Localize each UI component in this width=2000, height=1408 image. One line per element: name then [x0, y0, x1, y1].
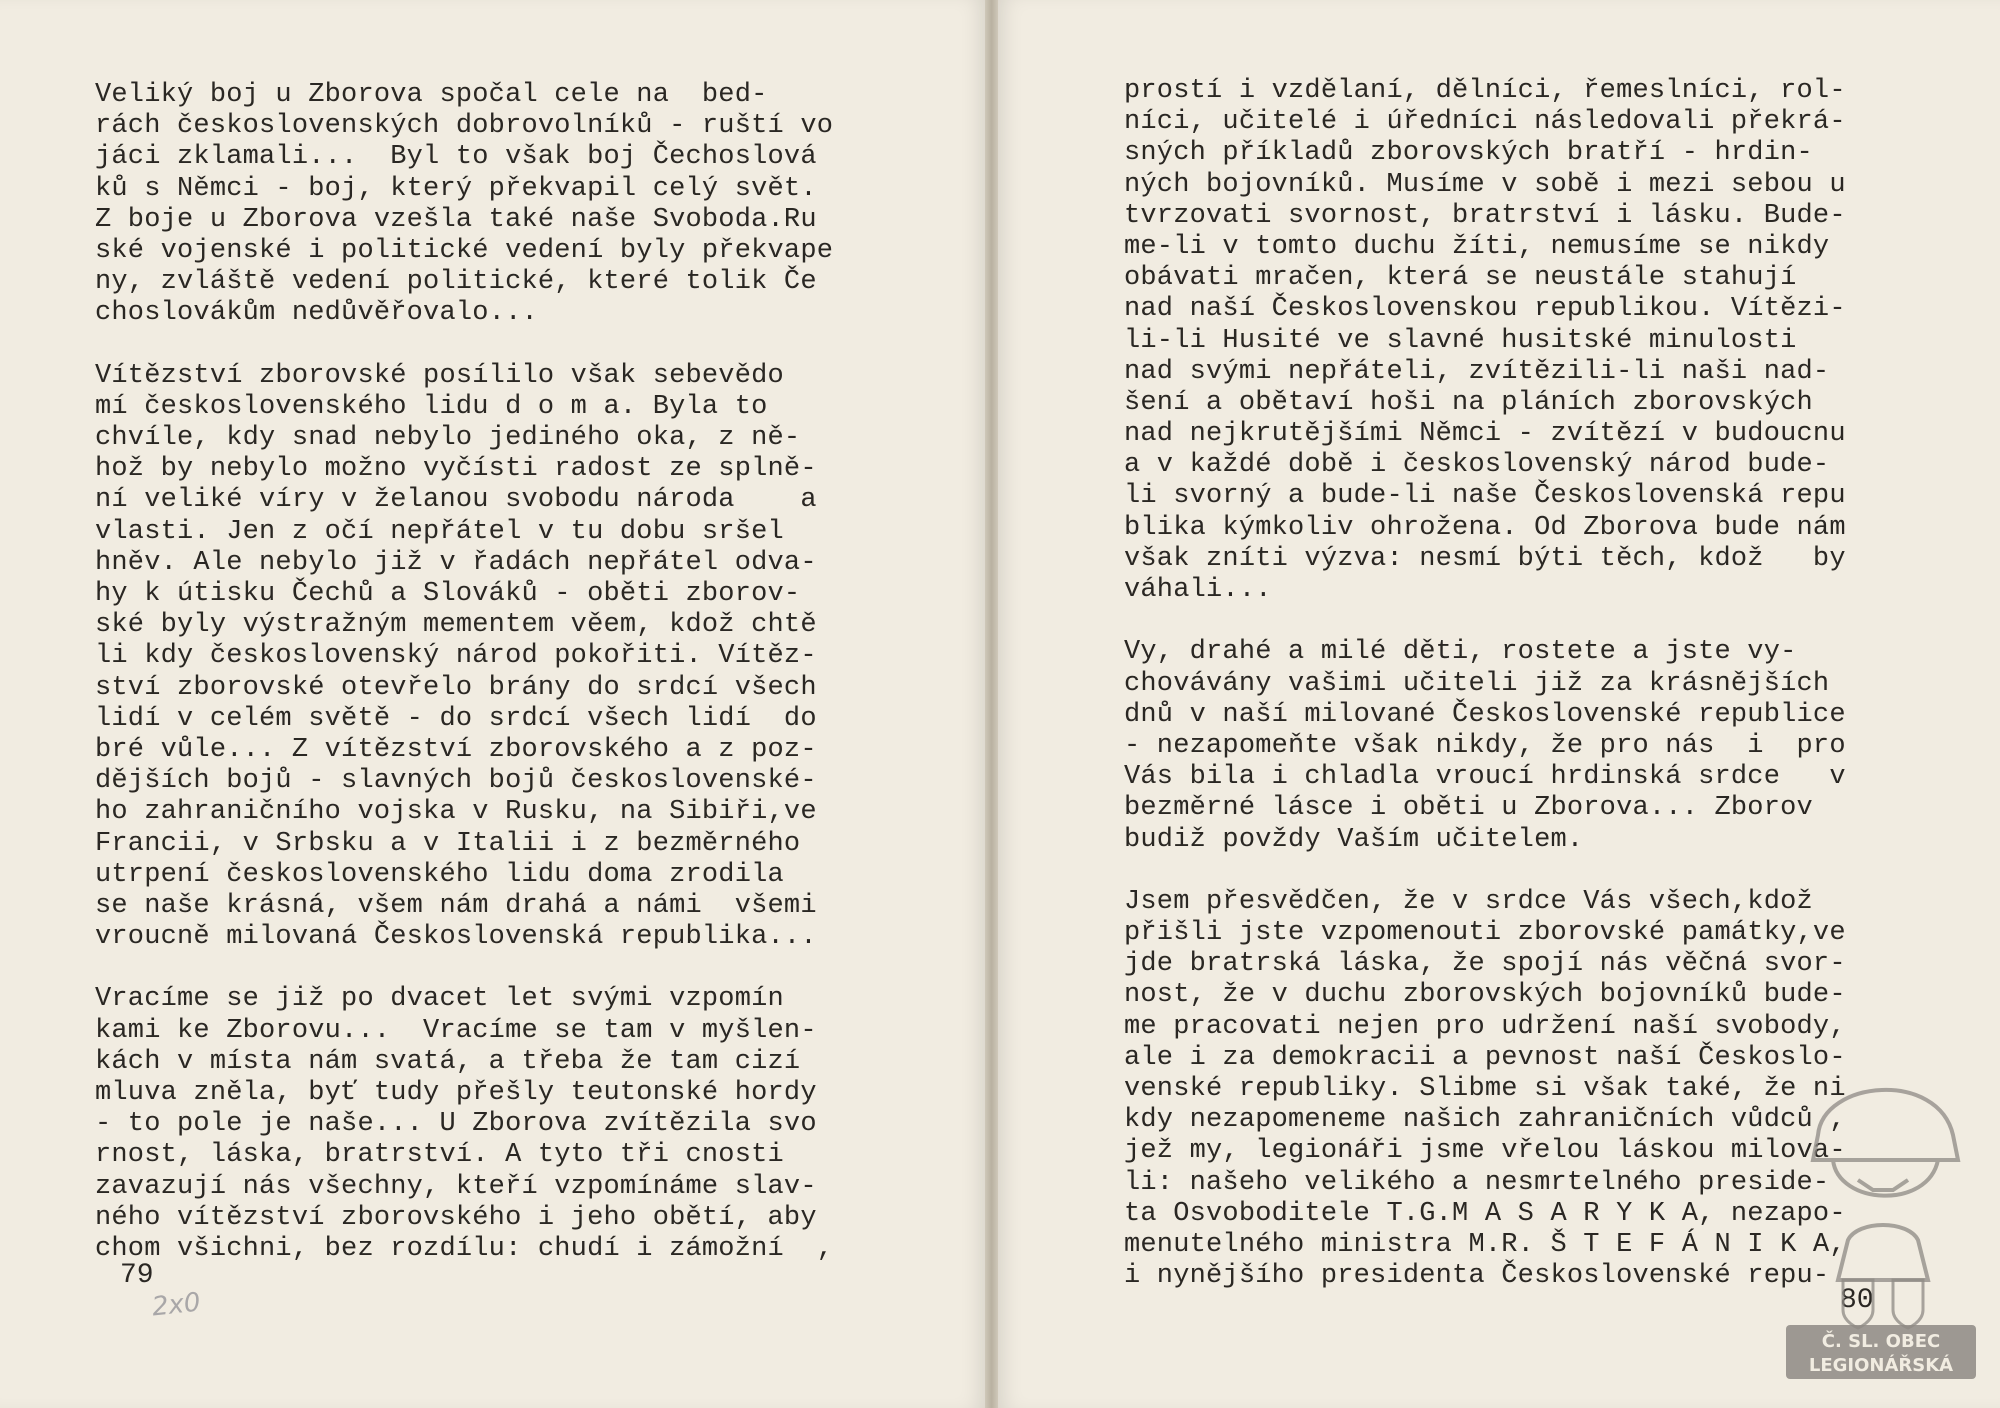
text-line: lidí v celém světě - do srdcí všech lidí do [95, 703, 817, 734]
text-line: ské byly výstražným mementem věem, kdož chtě [95, 610, 817, 641]
text-line: Vítězství zborovské posílilo však sebevědo [95, 360, 784, 391]
text-line: Vracíme se již po dvacet let svými vzpomín [95, 984, 784, 1015]
text-line: ného vítězství zborovského i jeho obětí, aby [95, 1202, 817, 1233]
text-line: hy k útisku Čechů a Slováků - oběti zborov- [95, 579, 801, 609]
text-line: ny, zvláště vedení politické, které tolik Če [95, 267, 817, 298]
text-line: rnost, láska, bratrství. A tyto tři cnosti [95, 1140, 784, 1171]
text-line: nad nejkrutějšími Němci - zvítězí v budoucnu [1124, 419, 1846, 450]
watermark-line1: Č. SL. OBEC [1821, 1331, 1941, 1352]
text-line: ské vojenské i politické vedení byly překvape [95, 235, 834, 266]
text-line: vroucně milovaná Československá republika... [95, 922, 817, 953]
text-line: dějších bojů - slavných bojů československé- [95, 766, 817, 797]
text-line: ní veliké víry v želanou svobodu národa a [95, 485, 817, 516]
text-line: - nezapomeňte však nikdy, že pro nás i pro [1124, 730, 1846, 761]
text-line: ků s Němci - boj, který překvapil celý svět. [95, 173, 817, 204]
text-line: me-li v tomto duchu žíti, nemusíme se nikdy [1124, 231, 1830, 262]
text-line: ale i za demokracii a pevnost naší Českoslo- [1124, 1042, 1846, 1073]
text-line: Francii, v Srbsku a v Italii i z bezměrného [95, 828, 801, 859]
text-line: prostí i vzdělaní, dělníci, řemeslníci, rol- [1124, 76, 1846, 106]
text-line: menutelného ministra M.R. Š T E F Á N I K A, [1124, 1229, 1846, 1260]
text-line: nad naší Československou republikou. Vítězi- [1124, 294, 1846, 325]
text-line: bezměrné lásce i oběti u Zborova... Zborov [1124, 793, 1813, 824]
text-line: sných příkladů zborovských bratří - hrdin- [1124, 138, 1813, 169]
text-line: tvrzovati svornost, bratrství i lásku. Bude- [1124, 200, 1846, 231]
left-page-paragraph [95, 80, 833, 330]
text-line: dnů v naší milované Československé republice [1124, 699, 1846, 730]
text-line: hněv. Ale nebylo již v řadách nepřátel odva- [95, 547, 817, 578]
text-line: a v každé době i československý národ bude- [1124, 450, 1830, 481]
left-page-paragraph [95, 361, 833, 954]
text-line: nost, že v duchu zborovských bojovníků bude- [1124, 980, 1846, 1011]
page-number-left: 79 [120, 1260, 154, 1291]
text-line: li kdy československý národ pokořiti. Vítěz- [95, 641, 817, 672]
text-line: hož by nebylo možno vyčísti radost ze splně- [95, 454, 817, 485]
text-line: ta Osvoboditele T.G.M A S A R Y K A, nezapo- [1124, 1198, 1846, 1229]
text-line: jáci zklamali... Byl to však boj Čechoslová [95, 142, 817, 173]
text-line: šení a obětaví hoši na pláních zborovských [1124, 387, 1813, 418]
text-line: choslovákům nedůvěřovalo... [95, 298, 538, 329]
text-line: blika kýmkoliv ohrožena. Od Zborova bude nám [1124, 512, 1846, 543]
text-line: Veliký boj u Zborova spočal cele na bed- [95, 80, 768, 110]
text-line: Jsem přesvědčen, že v srdce Vás všech,kdož [1124, 886, 1813, 917]
text-line: Vás bila i chladla vroucí hrdinská srdce v [1124, 762, 1846, 793]
text-line: kách v místa nám svatá, a třeba že tam cizí [95, 1046, 801, 1077]
right-page-paragraph [1124, 637, 1846, 855]
legion-watermark-stamp [1778, 1040, 1984, 1380]
text-line: venské republiky. Slibme si však také, že ni [1124, 1074, 1846, 1104]
text-line: Vy, drahé a milé děti, rostete a jste vy- [1124, 637, 1797, 668]
text-line: jde bratrská láska, že spojí nás věčná svor- [1124, 949, 1846, 980]
right-page-paragraph [1124, 887, 1846, 1292]
text-line: mluva zněla, byť tudy přešly teutonské hordy [95, 1078, 817, 1108]
text-line: chovávány vašimi učiteli již za krásnějších [1124, 668, 1830, 699]
text-line: Z boje u Zborova vzešla také naše Svoboda.Ru [95, 204, 817, 235]
text-line: kami ke Zborovu... Vracíme se tam v myšlen- [95, 1015, 817, 1046]
text-line: utrpení československého lidu doma zrodila [95, 859, 784, 890]
right-page-text [1124, 76, 1846, 1324]
text-line: bré vůle... Z vítězství zborovského a z poz- [95, 734, 817, 765]
text-line: přišli jste vzpomenouti zborovské památky,ve [1124, 918, 1846, 949]
text-line: se naše krásná, všem nám drahá a námi všemi [95, 890, 817, 921]
text-line: i nynějšího presidenta Československé repu- [1124, 1261, 1830, 1292]
text-line: však zníti výzva: nesmí býti těch, kdož by [1124, 543, 1846, 574]
page-number-right: 80 [1840, 1285, 1874, 1316]
left-page-paragraph [95, 984, 833, 1265]
text-line: kdy nezapomeneme našich zahraničních vůdců , [1124, 1105, 1846, 1136]
text-line: rách československých dobrovolníků - ruští vo [95, 111, 834, 142]
coat-of-arms-icon [1843, 1280, 1923, 1328]
text-line: chvíle, kdy snad nebylo jediného oka, z ně- [95, 423, 801, 454]
text-line: ných bojovníků. Musíme v sobě i mezi sebou u [1124, 169, 1846, 200]
text-line: me pracovati nejen pro udržení naší svobody, [1124, 1011, 1846, 1042]
text-line: zavazují nás všechny, kteří vzpomínáme slav- [95, 1171, 817, 1202]
text-line: chom všichni, bez rozdílu: chudí i zámožní , [95, 1233, 834, 1264]
legionnaire-helmet-icon [1813, 1090, 1958, 1280]
text-line: níci, učitelé i úředníci následovali překrá- [1124, 107, 1846, 138]
text-line: ství zborovské otevřelo brány do srdcí všech [95, 672, 817, 703]
text-line: li svorný a bude-li naše Československá repu [1124, 481, 1846, 512]
text-line: budiž povždy Vaším učitelem. [1124, 824, 1584, 855]
text-line: váhali... [1124, 575, 1272, 605]
book-gutter [985, 0, 998, 1408]
right-page-paragraph [1124, 76, 1846, 606]
text-line: li-li Husité ve slavné husitské minulosti [1124, 325, 1797, 356]
text-line: vlasti. Jen z očí nepřátel v tu dobu sršel [95, 516, 784, 547]
left-page-text [95, 80, 833, 1296]
text-line: obávati mračen, která se neustále stahují [1124, 263, 1797, 294]
watermark-line2: LEGIONÁŘSKÁ [1808, 1355, 1954, 1376]
text-line: li: našeho velikého a nesmrtelného preside- [1124, 1167, 1830, 1198]
text-line: mí československého lidu d o m a. Byla to [95, 391, 768, 422]
text-line: - to pole je naše... U Zborova zvítězila svo [95, 1109, 817, 1140]
pencil-note: 2x0 [150, 1287, 202, 1323]
text-line: jež my, legionáři jsme vřelou láskou milova- [1124, 1136, 1846, 1167]
text-line: ho zahraničního vojska v Rusku, na Sibiři,ve [95, 797, 817, 828]
text-line: nad svými nepřáteli, zvítězili-li naši nad- [1124, 356, 1830, 387]
